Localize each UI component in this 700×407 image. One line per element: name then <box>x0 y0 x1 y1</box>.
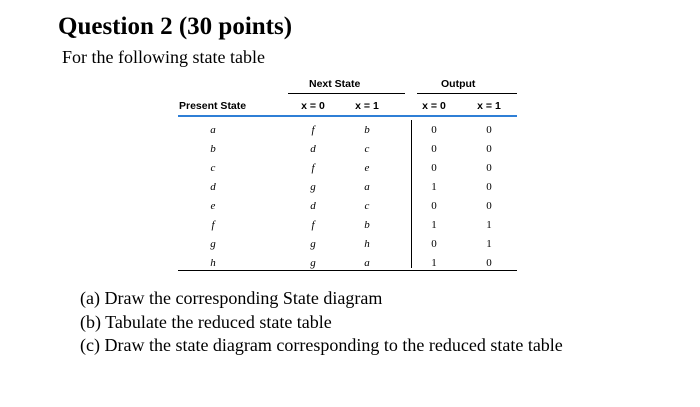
cell-next0: g <box>310 257 316 269</box>
part-a: (a) Draw the corresponding State diagram <box>80 288 383 308</box>
cell-present: d <box>210 181 216 193</box>
cell-next0: f <box>311 219 315 231</box>
cell-present: g <box>210 238 216 250</box>
header-rule <box>178 115 517 117</box>
output-header: Output <box>441 78 476 90</box>
cell-next1: c <box>364 143 370 155</box>
table-bottom-rule <box>178 270 517 271</box>
cell-out0: 1 <box>431 257 437 269</box>
cell-out1: 0 <box>486 257 492 269</box>
cell-next1: h <box>364 238 370 250</box>
next-state-header-rule <box>288 93 405 94</box>
cell-out1: 0 <box>486 162 492 174</box>
cell-next1: b <box>364 124 370 136</box>
part-b: (b) Tabulate the reduced state table <box>80 311 332 332</box>
cell-out0: 0 <box>431 162 437 174</box>
cell-next0: f <box>311 124 315 136</box>
cell-out1: 0 <box>486 181 492 193</box>
cell-present: f <box>211 219 215 231</box>
cell-out1: 1 <box>486 219 492 231</box>
column-separator <box>411 120 412 268</box>
question-title: Question 2 (30 points) <box>58 13 293 40</box>
cell-next0: f <box>311 162 315 174</box>
cell-next1: a <box>364 181 370 193</box>
question-parts <box>80 287 563 358</box>
part-c: (c) Draw the state diagram corresponding to the reduced state table <box>80 335 563 355</box>
output-x1-header: x = 1 <box>477 100 501 112</box>
cell-out0: 0 <box>431 124 437 136</box>
cell-next1: c <box>364 200 370 212</box>
cell-next1: a <box>364 257 370 269</box>
next-x0-header: x = 0 <box>301 100 325 112</box>
cell-out1: 0 <box>486 124 492 136</box>
cell-out1: 1 <box>486 238 492 250</box>
cell-present: e <box>210 200 216 212</box>
next-state-header: Next State <box>309 78 361 90</box>
cell-present: h <box>210 257 216 269</box>
cell-next0: d <box>310 200 316 212</box>
cell-next1: b <box>364 219 370 231</box>
cell-next1: e <box>364 162 370 174</box>
cell-out0: 0 <box>431 238 437 250</box>
output-header-rule <box>417 93 517 94</box>
cell-out1: 0 <box>486 143 492 155</box>
cell-present: c <box>210 162 216 174</box>
next-x1-header: x = 1 <box>355 100 379 112</box>
present-state-header: Present State <box>179 100 247 112</box>
cell-out0: 1 <box>431 181 437 193</box>
cell-next0: g <box>310 238 316 250</box>
cell-out1: 0 <box>486 200 492 212</box>
question-subtitle: For the following state table <box>62 47 265 67</box>
cell-present: a <box>210 124 216 136</box>
output-x0-header: x = 0 <box>422 100 446 112</box>
cell-out0: 0 <box>431 200 437 212</box>
cell-out0: 1 <box>431 219 437 231</box>
cell-present: b <box>210 143 216 155</box>
cell-next0: g <box>310 181 316 193</box>
cell-next0: d <box>310 143 316 155</box>
cell-out0: 0 <box>431 143 437 155</box>
